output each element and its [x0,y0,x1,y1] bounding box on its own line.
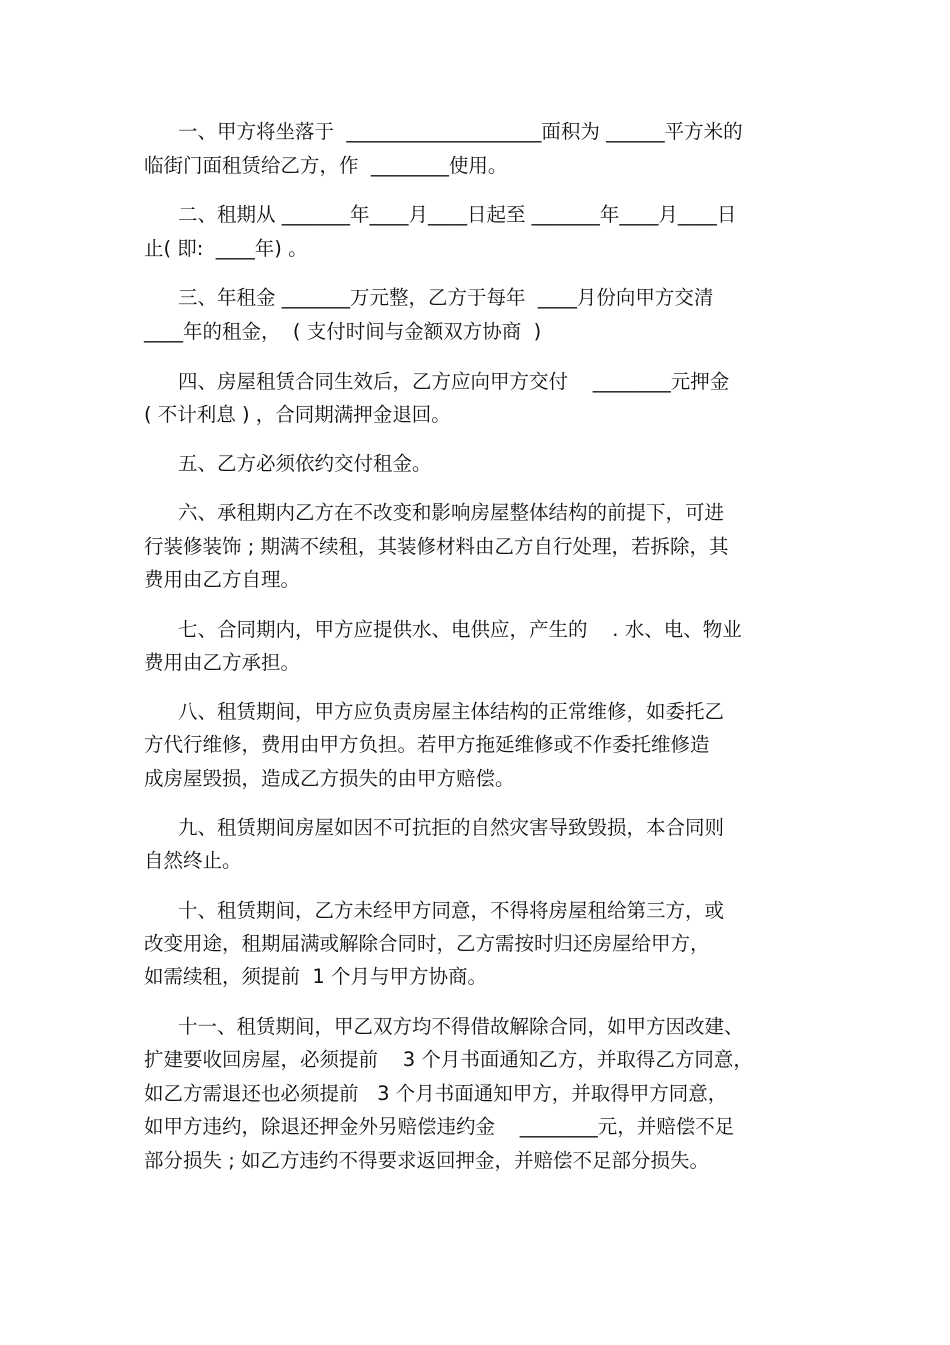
clause-11-line-2: 扩建要收回房屋，必须提前 3 个月书面通知乙方，并取得乙方同意， [144,1048,753,1071]
clause-8-line-2: 方代行维修，费用由甲方负担。若甲方拖延维修或不作委托维修造 [144,733,710,756]
clause-8-line-3: 成房屋毁损，造成乙方损失的由甲方赔偿。 [144,767,515,790]
clause-6-line-1: 六、承租期内乙方在不改变和影响房屋整体结构的前提下，可进 [178,501,725,524]
clause-5-line-1: 五、乙方必须依约交付租金。 [178,452,432,475]
clause-11-line-5: 部分损失 ; 如乙方违约不得要求返回押金，并赔偿不足部分损失。 [144,1149,709,1172]
clause-11-line-4: 如甲方违约，除退还押金外另赔偿违约金 ________元，并赔偿不足 [144,1115,735,1138]
clause-7-line-2: 费用由乙方承担。 [144,651,301,674]
clause-3-line-2: ____年的租金， ( 支付时间与金额双方协商 ) [144,320,542,343]
clause-2-line-1: 二、租期从 _______年____月____日起至 _______年____月____日 [178,203,737,226]
clause-7-line-1: 七、合同期内，甲方应提供水、电供应，产生的 . 水、电、物业 [178,618,742,641]
clause-11-line-1: 十一、租赁期间，甲乙双方均不得借故解除合同，如甲方因改建、 [178,1015,744,1038]
clause-8-line-1: 八、租赁期间，甲方应负责房屋主体结构的正常维修，如委托乙 [178,700,725,723]
clause-9-line-1: 九、租赁期间房屋如因不可抗拒的自然灾害导致毁损，本合同则 [178,816,725,839]
clause-1-line-2: 临街门面租赁给乙方，作 ________使用。 [144,154,508,177]
clause-4-line-2: ( 不计利息 ) ，合同期满押金退回。 [144,403,451,426]
clause-6-line-3: 费用由乙方自理。 [144,568,301,591]
clause-11-line-3: 如乙方需退还也必须提前 3 个月书面通知甲方，并取得甲方同意， [144,1082,728,1105]
clause-9-line-2: 自然终止。 [144,849,242,872]
clause-10-line-2: 改变用途，租期届满或解除合同时，乙方需按时归还房屋给甲方， [144,932,710,955]
clause-4-line-1: 四、房屋租赁合同生效后，乙方应向甲方交付 ________元押金 [178,370,730,393]
clause-3-line-1: 三、年租金 _______万元整，乙方于每年 ____月份向甲方交清 [178,286,714,309]
clause-10-line-1: 十、租赁期间，乙方未经甲方同意，不得将房屋租给第三方，或 [178,899,725,922]
clause-10-line-3: 如需续租，须提前 1 个月与甲方协商。 [144,965,488,988]
clause-2-line-2: 止( 即: ____年) 。 [144,237,308,260]
clause-1-line-1: 一、甲方将坐落于 ____________________面积为 ______平方米的 [178,120,743,143]
clause-6-line-2: 行装修装饰 ; 期满不续租，其装修材料由乙方自行处理，若拆除，其 [144,535,729,558]
